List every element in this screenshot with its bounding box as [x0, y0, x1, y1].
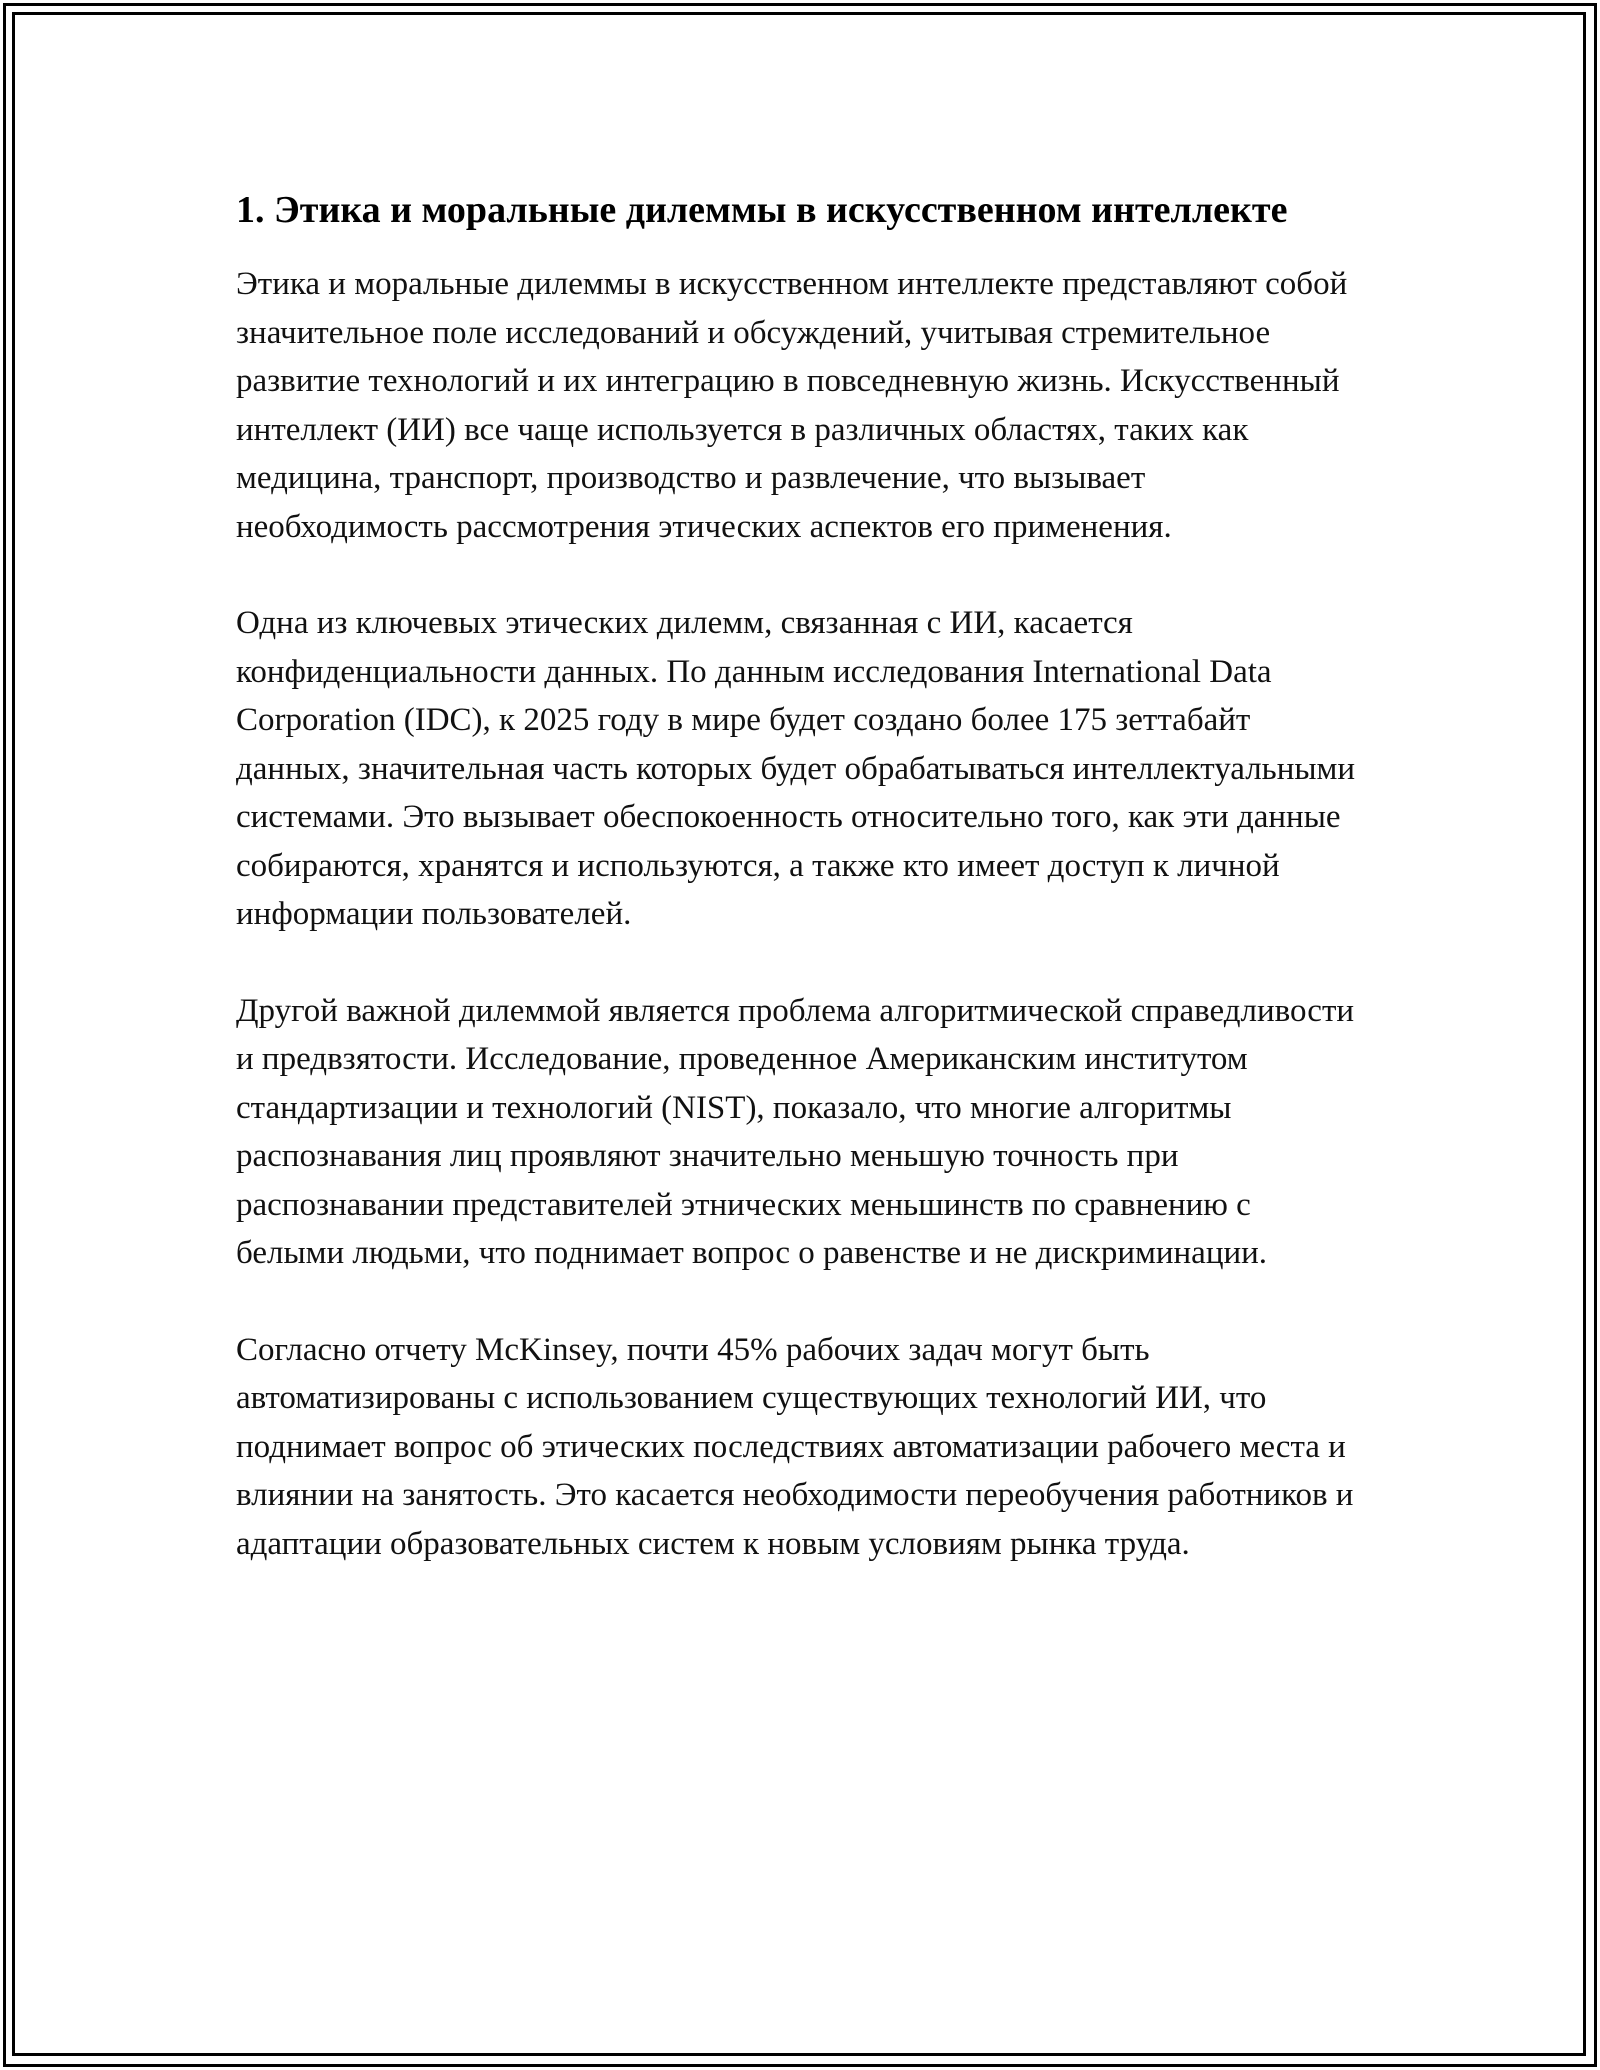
section-title: 1. Этика и моральные дилеммы в искусственном интеллекте [236, 189, 1288, 231]
paragraph-intro: Этика и моральные дилеммы в искусственном интеллекте представляют собой значительное поле исследований и обсуждений, учитывая стремительное развитие технологий и их интеграцию в повседневную жизнь. Искусственный интеллект (ИИ) все чаще используется в различных областях, таких как медицина, транспорт, производство и развлечение, что вызывает необходимость рассмотрения этических аспектов его применения. [236, 266, 1348, 545]
paragraph-automation: Согласно отчету McKinsey, почти 45% рабочих задач могут быть автоматизированы с использованием существующих технологий ИИ, что поднимает вопрос об этических последствиях автоматизации рабочего места и влиянии на занятость. Это касается необходимости переобучения работников и адаптации образовательных систем к новым условиям рынка труда. [236, 1331, 1354, 1562]
document-body [236, 183, 1361, 1616]
paragraph-algorithmic-bias: Другой важной дилеммой является проблема алгоритмической справедливости и предвзятости. Исследование, проведенное Американским институтом стандартизации и технологий (NIST), показало, что многие алгоритмы распознавания лиц проявляют значительно меньшую точность при распознавании представителей этнических меньшинств по сравнению с белыми людьми, что поднимает вопрос о равенстве и не дискриминации. [236, 992, 1355, 1271]
paragraph-data-privacy: Одна из ключевых этических дилемм, связанная с ИИ, касается конфиденциальности данных. По данным исследования International Data Corporation (IDC), к 2025 году в мире будет создано более 175 зеттабайт данных, значительная часть которых будет обрабатываться интеллектуальными системами. Это вызывает обеспокоенность относительно того, как эти данные собираются, хранятся и используются, а также кто имеет доступ к личной информации пользователей. [236, 605, 1356, 932]
